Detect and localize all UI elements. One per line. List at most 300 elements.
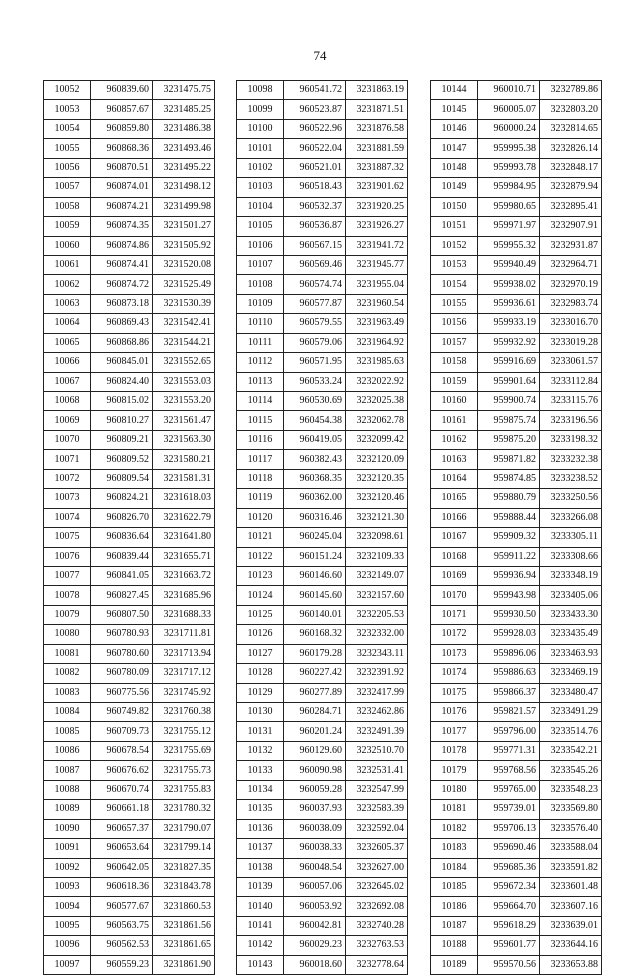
x-coordinate-cell: 960140.01: [284, 605, 346, 624]
x-coordinate-cell: 960368.35: [284, 469, 346, 488]
point-id-cell: 10100: [237, 119, 284, 138]
point-id-cell: 10164: [431, 469, 478, 488]
y-coordinate-cell: 3233061.57: [540, 353, 602, 372]
point-id-cell: 10077: [44, 566, 91, 585]
x-coordinate-cell: 960775.56: [91, 683, 153, 702]
x-coordinate-cell: 960567.15: [284, 236, 346, 255]
table-row: [237, 916, 408, 935]
table-row: [431, 916, 602, 935]
y-coordinate-cell: 3231780.32: [153, 800, 215, 819]
x-coordinate-cell: 960000.24: [478, 119, 540, 138]
point-id-cell: 10076: [44, 547, 91, 566]
x-coordinate-cell: 959796.00: [478, 722, 540, 741]
point-id-cell: 10082: [44, 664, 91, 683]
point-id-cell: 10113: [237, 372, 284, 391]
table-row: [44, 897, 215, 916]
point-id-cell: 10063: [44, 294, 91, 313]
x-coordinate-cell: 960577.87: [284, 294, 346, 313]
point-id-cell: 10136: [237, 819, 284, 838]
x-coordinate-cell: 959886.63: [478, 664, 540, 683]
table-row: [44, 625, 215, 644]
point-id-cell: 10098: [237, 81, 284, 100]
x-coordinate-cell: 960523.87: [284, 100, 346, 119]
table-row: [237, 897, 408, 916]
point-id-cell: 10161: [431, 411, 478, 430]
y-coordinate-cell: 3231501.27: [153, 217, 215, 236]
point-id-cell: 10075: [44, 528, 91, 547]
point-id-cell: 10125: [237, 605, 284, 624]
y-coordinate-cell: 3233433.30: [540, 605, 602, 624]
table-row: [431, 178, 602, 197]
y-coordinate-cell: 3231711.81: [153, 625, 215, 644]
table-row: [44, 139, 215, 158]
point-id-cell: 10073: [44, 489, 91, 508]
table-row: [237, 372, 408, 391]
table-row: [237, 197, 408, 216]
y-coordinate-cell: 3232848.17: [540, 158, 602, 177]
table-row: [431, 275, 602, 294]
y-coordinate-cell: 3231920.25: [346, 197, 408, 216]
y-coordinate-cell: 3233576.40: [540, 819, 602, 838]
table-row: [431, 839, 602, 858]
table-row: [431, 508, 602, 527]
table-row: [237, 392, 408, 411]
point-id-cell: 10135: [237, 800, 284, 819]
x-coordinate-cell: 960057.06: [284, 877, 346, 896]
point-id-cell: 10137: [237, 839, 284, 858]
point-id-cell: 10102: [237, 158, 284, 177]
x-coordinate-cell: 960815.02: [91, 392, 153, 411]
table-row: [431, 489, 602, 508]
y-coordinate-cell: 3231553.03: [153, 372, 215, 391]
y-coordinate-cell: 3231964.92: [346, 333, 408, 352]
y-coordinate-cell: 3233019.28: [540, 333, 602, 352]
table-row: [431, 566, 602, 585]
x-coordinate-cell: 959955.32: [478, 236, 540, 255]
x-coordinate-cell: 959685.36: [478, 858, 540, 877]
table-row: [44, 275, 215, 294]
point-id-cell: 10117: [237, 450, 284, 469]
x-coordinate-cell: 960284.71: [284, 703, 346, 722]
y-coordinate-cell: 3232510.70: [346, 741, 408, 760]
y-coordinate-cell: 3231755.83: [153, 780, 215, 799]
table-row: [44, 741, 215, 760]
x-coordinate-cell: 960859.80: [91, 119, 153, 138]
table-row: [44, 528, 215, 547]
x-coordinate-cell: 960277.89: [284, 683, 346, 702]
x-coordinate-cell: 959706.13: [478, 819, 540, 838]
x-coordinate-cell: 959880.79: [478, 489, 540, 508]
x-coordinate-cell: 960179.28: [284, 644, 346, 663]
y-coordinate-cell: 3232970.19: [540, 275, 602, 294]
y-coordinate-cell: 3232605.37: [346, 839, 408, 858]
point-id-cell: 10182: [431, 819, 478, 838]
point-id-cell: 10122: [237, 547, 284, 566]
point-id-cell: 10078: [44, 586, 91, 605]
page-number: 74: [313, 48, 327, 63]
point-id-cell: 10114: [237, 392, 284, 411]
point-id-cell: 10141: [237, 916, 284, 935]
x-coordinate-cell: 960574.74: [284, 275, 346, 294]
table-row: [44, 839, 215, 858]
y-coordinate-cell: 3231790.07: [153, 819, 215, 838]
point-id-cell: 10121: [237, 528, 284, 547]
point-id-cell: 10074: [44, 508, 91, 527]
y-coordinate-cell: 3232025.38: [346, 392, 408, 411]
y-coordinate-cell: 3231485.25: [153, 100, 215, 119]
table-row: [237, 800, 408, 819]
x-coordinate-cell: 960151.24: [284, 547, 346, 566]
table-row: [431, 119, 602, 138]
table-row: [44, 936, 215, 955]
point-id-cell: 10151: [431, 217, 478, 236]
y-coordinate-cell: 3233016.70: [540, 314, 602, 333]
table-row: [237, 236, 408, 255]
point-id-cell: 10143: [237, 955, 284, 974]
x-coordinate-cell: 960145.60: [284, 586, 346, 605]
x-coordinate-cell: 959933.19: [478, 314, 540, 333]
x-coordinate-cell: 960053.92: [284, 897, 346, 916]
table-row: [44, 916, 215, 935]
x-coordinate-cell: 960874.35: [91, 217, 153, 236]
table-row: [237, 566, 408, 585]
y-coordinate-cell: 3232109.33: [346, 547, 408, 566]
point-id-cell: 10120: [237, 508, 284, 527]
y-coordinate-cell: 3232692.08: [346, 897, 408, 916]
table-row: [44, 508, 215, 527]
y-coordinate-cell: 3232931.87: [540, 236, 602, 255]
point-id-cell: 10178: [431, 741, 478, 760]
point-id-cell: 10140: [237, 897, 284, 916]
point-id-cell: 10086: [44, 741, 91, 760]
y-coordinate-cell: 3232907.91: [540, 217, 602, 236]
x-coordinate-cell: 960676.62: [91, 761, 153, 780]
y-coordinate-cell: 3231544.21: [153, 333, 215, 352]
y-coordinate-cell: 3233266.08: [540, 508, 602, 527]
point-id-cell: 10101: [237, 139, 284, 158]
y-coordinate-cell: 3232789.86: [540, 81, 602, 100]
x-coordinate-cell: 959930.50: [478, 605, 540, 624]
point-id-cell: 10169: [431, 566, 478, 585]
point-id-cell: 10166: [431, 508, 478, 527]
x-coordinate-cell: 960661.18: [91, 800, 153, 819]
y-coordinate-cell: 3231663.72: [153, 566, 215, 585]
table-row: [431, 333, 602, 352]
x-coordinate-cell: 959901.64: [478, 372, 540, 391]
x-coordinate-cell: 960532.37: [284, 197, 346, 216]
x-coordinate-cell: 960569.46: [284, 255, 346, 274]
x-coordinate-cell: 959911.22: [478, 547, 540, 566]
x-coordinate-cell: 960541.72: [284, 81, 346, 100]
x-coordinate-cell: 959874.85: [478, 469, 540, 488]
point-id-cell: 10124: [237, 586, 284, 605]
x-coordinate-cell: 960857.67: [91, 100, 153, 119]
x-coordinate-cell: 960868.36: [91, 139, 153, 158]
x-coordinate-cell: 960824.21: [91, 489, 153, 508]
point-id-cell: 10058: [44, 197, 91, 216]
point-id-cell: 10087: [44, 761, 91, 780]
y-coordinate-cell: 3232814.65: [540, 119, 602, 138]
x-coordinate-cell: 960653.64: [91, 839, 153, 858]
point-id-cell: 10085: [44, 722, 91, 741]
y-coordinate-cell: 3231505.92: [153, 236, 215, 255]
point-id-cell: 10055: [44, 139, 91, 158]
x-coordinate-cell: 960037.93: [284, 800, 346, 819]
table-row: [237, 275, 408, 294]
x-coordinate-cell: 960010.71: [478, 81, 540, 100]
point-id-cell: 10070: [44, 430, 91, 449]
point-id-cell: 10054: [44, 119, 91, 138]
table-row: [44, 605, 215, 624]
table-row: [44, 314, 215, 333]
y-coordinate-cell: 3232627.00: [346, 858, 408, 877]
table-row: [431, 780, 602, 799]
point-id-cell: 10185: [431, 877, 478, 896]
y-coordinate-cell: 3231755.12: [153, 722, 215, 741]
x-coordinate-cell: 960038.09: [284, 819, 346, 838]
point-id-cell: 10189: [431, 955, 478, 974]
x-coordinate-cell: 959768.56: [478, 761, 540, 780]
y-coordinate-cell: 3233644.16: [540, 936, 602, 955]
x-coordinate-cell: 960454.38: [284, 411, 346, 430]
point-id-cell: 10150: [431, 197, 478, 216]
y-coordinate-cell: 3232120.46: [346, 489, 408, 508]
x-coordinate-cell: 960530.69: [284, 392, 346, 411]
y-coordinate-cell: 3233112.84: [540, 372, 602, 391]
table-row: [237, 255, 408, 274]
point-id-cell: 10097: [44, 955, 91, 974]
x-coordinate-cell: 960201.24: [284, 722, 346, 741]
table-row: [44, 217, 215, 236]
x-coordinate-cell: 959932.92: [478, 333, 540, 352]
point-id-cell: 10104: [237, 197, 284, 216]
x-coordinate-cell: 959739.01: [478, 800, 540, 819]
y-coordinate-cell: 3233591.82: [540, 858, 602, 877]
table-row: [431, 81, 602, 100]
coordinate-table-middle: [236, 80, 408, 975]
x-coordinate-cell: 960245.04: [284, 528, 346, 547]
table-row: [44, 877, 215, 896]
y-coordinate-cell: 3231618.03: [153, 489, 215, 508]
point-id-cell: 10175: [431, 683, 478, 702]
point-id-cell: 10103: [237, 178, 284, 197]
point-id-cell: 10096: [44, 936, 91, 955]
y-coordinate-cell: 3231876.58: [346, 119, 408, 138]
y-coordinate-cell: 3232205.53: [346, 605, 408, 624]
y-coordinate-cell: 3232491.39: [346, 722, 408, 741]
y-coordinate-cell: 3232583.39: [346, 800, 408, 819]
point-id-cell: 10091: [44, 839, 91, 858]
y-coordinate-cell: 3231685.96: [153, 586, 215, 605]
table-row: [44, 178, 215, 197]
point-id-cell: 10081: [44, 644, 91, 663]
y-coordinate-cell: 3232964.71: [540, 255, 602, 274]
point-id-cell: 10176: [431, 703, 478, 722]
x-coordinate-cell: 960780.09: [91, 664, 153, 683]
table-row: [237, 333, 408, 352]
table-row: [237, 294, 408, 313]
table-row: [431, 294, 602, 313]
y-coordinate-cell: 3231860.53: [153, 897, 215, 916]
point-id-cell: 10099: [237, 100, 284, 119]
y-coordinate-cell: 3231542.41: [153, 314, 215, 333]
point-id-cell: 10094: [44, 897, 91, 916]
point-id-cell: 10184: [431, 858, 478, 877]
x-coordinate-cell: 960807.50: [91, 605, 153, 624]
x-coordinate-cell: 960809.52: [91, 450, 153, 469]
x-coordinate-cell: 960827.45: [91, 586, 153, 605]
table-row: [431, 430, 602, 449]
table-row: [44, 703, 215, 722]
point-id-cell: 10116: [237, 430, 284, 449]
y-coordinate-cell: 3231493.46: [153, 139, 215, 158]
table-row: [237, 450, 408, 469]
table-row: [431, 683, 602, 702]
y-coordinate-cell: 3231499.98: [153, 197, 215, 216]
y-coordinate-cell: 3231581.31: [153, 469, 215, 488]
point-id-cell: 10157: [431, 333, 478, 352]
y-coordinate-cell: 3232826.14: [540, 139, 602, 158]
x-coordinate-cell: 959570.56: [478, 955, 540, 974]
point-id-cell: 10109: [237, 294, 284, 313]
x-coordinate-cell: 959943.98: [478, 586, 540, 605]
y-coordinate-cell: 3233198.32: [540, 430, 602, 449]
y-coordinate-cell: 3231863.19: [346, 81, 408, 100]
y-coordinate-cell: 3232879.94: [540, 178, 602, 197]
x-coordinate-cell: 960562.53: [91, 936, 153, 955]
y-coordinate-cell: 3233639.01: [540, 916, 602, 935]
x-coordinate-cell: 960670.74: [91, 780, 153, 799]
table-row: [431, 800, 602, 819]
point-id-cell: 10056: [44, 158, 91, 177]
table-row: [44, 236, 215, 255]
x-coordinate-cell: 960874.86: [91, 236, 153, 255]
y-coordinate-cell: 3233405.06: [540, 586, 602, 605]
point-id-cell: 10092: [44, 858, 91, 877]
y-coordinate-cell: 3233232.38: [540, 450, 602, 469]
y-coordinate-cell: 3233250.56: [540, 489, 602, 508]
x-coordinate-cell: 960845.01: [91, 353, 153, 372]
table-row: [44, 586, 215, 605]
y-coordinate-cell: 3232740.28: [346, 916, 408, 935]
x-coordinate-cell: 960042.81: [284, 916, 346, 935]
x-coordinate-cell: 960841.05: [91, 566, 153, 585]
x-coordinate-cell: 959995.38: [478, 139, 540, 158]
y-coordinate-cell: 3232391.92: [346, 664, 408, 683]
y-coordinate-cell: 3231985.63: [346, 353, 408, 372]
x-coordinate-cell: 960709.73: [91, 722, 153, 741]
table-row: [44, 333, 215, 352]
point-id-cell: 10126: [237, 625, 284, 644]
y-coordinate-cell: 3232592.04: [346, 819, 408, 838]
point-id-cell: 10138: [237, 858, 284, 877]
table-row: [237, 178, 408, 197]
y-coordinate-cell: 3233653.88: [540, 955, 602, 974]
y-coordinate-cell: 3233115.76: [540, 392, 602, 411]
table-row: [44, 547, 215, 566]
point-id-cell: 10108: [237, 275, 284, 294]
point-id-cell: 10181: [431, 800, 478, 819]
y-coordinate-cell: 3232531.41: [346, 761, 408, 780]
table-row: [44, 858, 215, 877]
point-id-cell: 10059: [44, 217, 91, 236]
table-row: [431, 547, 602, 566]
table-row: [44, 489, 215, 508]
x-coordinate-cell: 959866.37: [478, 683, 540, 702]
x-coordinate-cell: 959928.03: [478, 625, 540, 644]
y-coordinate-cell: 3233569.80: [540, 800, 602, 819]
table-row: [431, 722, 602, 741]
point-id-cell: 10115: [237, 411, 284, 430]
point-id-cell: 10154: [431, 275, 478, 294]
y-coordinate-cell: 3232547.99: [346, 780, 408, 799]
table-row: [44, 255, 215, 274]
x-coordinate-cell: 960870.51: [91, 158, 153, 177]
y-coordinate-cell: 3232645.02: [346, 877, 408, 896]
x-coordinate-cell: 959672.34: [478, 877, 540, 896]
y-coordinate-cell: 3231580.21: [153, 450, 215, 469]
point-id-cell: 10106: [237, 236, 284, 255]
table-row: [431, 605, 602, 624]
table-row: [237, 528, 408, 547]
point-id-cell: 10180: [431, 780, 478, 799]
x-coordinate-cell: 960824.40: [91, 372, 153, 391]
point-id-cell: 10084: [44, 703, 91, 722]
y-coordinate-cell: 3232417.99: [346, 683, 408, 702]
point-id-cell: 10158: [431, 353, 478, 372]
x-coordinate-cell: 960810.27: [91, 411, 153, 430]
x-coordinate-cell: 960419.05: [284, 430, 346, 449]
x-coordinate-cell: 959909.32: [478, 528, 540, 547]
x-coordinate-cell: 960839.60: [91, 81, 153, 100]
x-coordinate-cell: 960362.00: [284, 489, 346, 508]
y-coordinate-cell: 3231561.47: [153, 411, 215, 430]
x-coordinate-cell: 960090.98: [284, 761, 346, 780]
point-id-cell: 10105: [237, 217, 284, 236]
point-id-cell: 10155: [431, 294, 478, 313]
table-row: [431, 819, 602, 838]
x-coordinate-cell: 960809.21: [91, 430, 153, 449]
table-row: [237, 81, 408, 100]
point-id-cell: 10152: [431, 236, 478, 255]
y-coordinate-cell: 3233601.48: [540, 877, 602, 896]
point-id-cell: 10159: [431, 372, 478, 391]
x-coordinate-cell: 959875.74: [478, 411, 540, 430]
table-row: [431, 528, 602, 547]
x-coordinate-cell: 960873.18: [91, 294, 153, 313]
table-row: [237, 217, 408, 236]
table-row: [431, 625, 602, 644]
x-coordinate-cell: 959938.02: [478, 275, 540, 294]
y-coordinate-cell: 3233491.29: [540, 703, 602, 722]
x-coordinate-cell: 960579.55: [284, 314, 346, 333]
y-coordinate-cell: 3231713.94: [153, 644, 215, 663]
table-row: [237, 100, 408, 119]
point-id-cell: 10165: [431, 489, 478, 508]
x-coordinate-cell: 960518.43: [284, 178, 346, 197]
y-coordinate-cell: 3233469.19: [540, 664, 602, 683]
table-row: [431, 314, 602, 333]
table-row: [237, 139, 408, 158]
x-coordinate-cell: 960005.07: [478, 100, 540, 119]
table-row: [44, 100, 215, 119]
x-coordinate-cell: 960874.21: [91, 197, 153, 216]
x-coordinate-cell: 959618.29: [478, 916, 540, 935]
table-row: [237, 858, 408, 877]
point-id-cell: 10052: [44, 81, 91, 100]
point-id-cell: 10093: [44, 877, 91, 896]
x-coordinate-cell: 960577.67: [91, 897, 153, 916]
